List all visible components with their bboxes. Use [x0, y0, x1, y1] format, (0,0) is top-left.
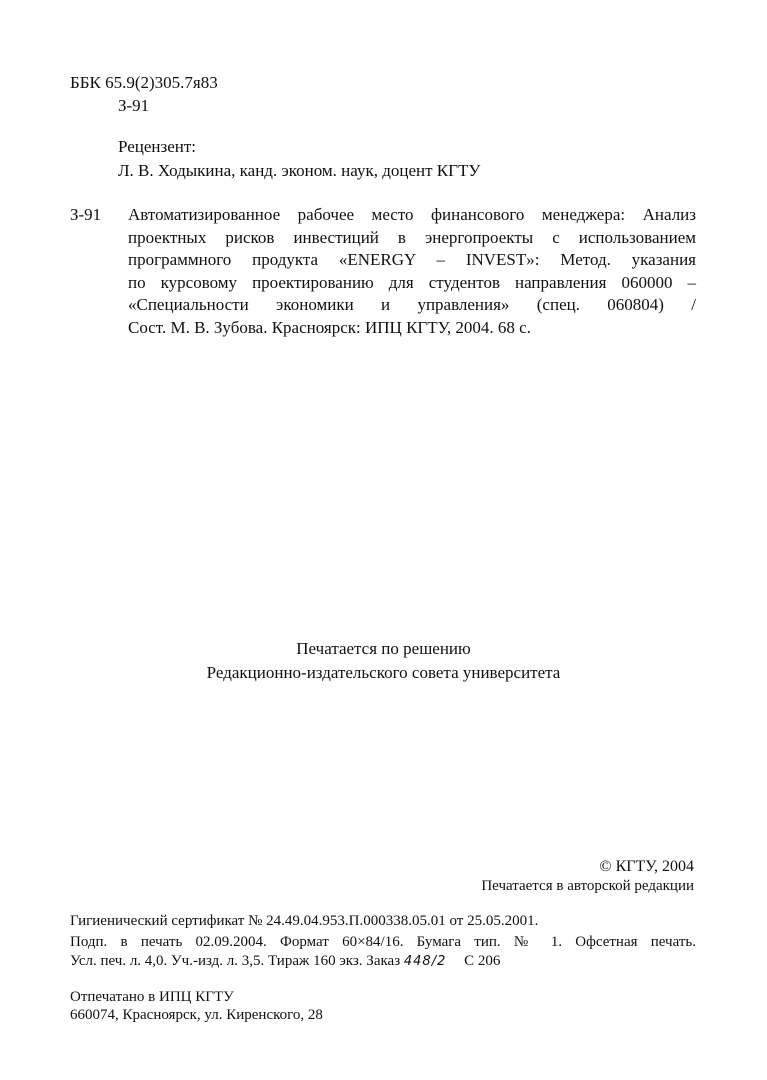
- print-details: Подп. в печать 02.09.2004. Формат 60×84/16. Бумага тип. № 1. Офсетная печать.: [70, 934, 696, 950]
- order-number-handwritten: 448/2: [403, 954, 447, 969]
- print-run-text: Усл. печ. л. 4,0. Уч.-изд. л. 3,5. Тираж 160 экз. Заказ: [70, 953, 401, 969]
- reviewer-name: Л. В. Ходыкина, канд. эконом. наук, доцент КГТУ: [118, 161, 481, 180]
- hygiene-certificate: Гигиенический сертификат № 24.49.04.953.П.000338.05.01 от 25.05.2001.: [70, 913, 539, 929]
- bbk-index: ББК 65.9(2)305.7я83: [70, 73, 218, 92]
- bibliographic-description: [128, 204, 696, 339]
- description-line: проектных рисков инвестиций в энергопроекты с использованием: [128, 227, 696, 247]
- edition-note: Печатается в авторской редакции: [481, 878, 694, 894]
- description-line: по курсовому проектированию для студентов направления 060000 –: [128, 272, 696, 292]
- entry-code: З-91: [70, 205, 102, 224]
- copyright-line: © КГТУ, 2004: [599, 858, 694, 875]
- approval-line-1: Печатается по решению: [296, 639, 471, 658]
- approval-line-2: Редакционно-издательского совета университета: [206, 663, 561, 682]
- author-sign: З-91: [118, 96, 150, 115]
- printer-name: Отпечатано в ИПЦ КГТУ: [70, 989, 234, 1005]
- reviewer-label: Рецензент:: [118, 137, 197, 156]
- print-run-line: [70, 950, 500, 973]
- printer-address: 660074, Красноярск, ул. Киренского, 28: [70, 1007, 323, 1023]
- description-line: «Специальности экономики и управления» (спец. 060804) /: [128, 295, 696, 314]
- print-code: С 206: [464, 953, 501, 969]
- description-line: Автоматизированное рабочее место финансового менеджера: Анализ: [128, 205, 696, 224]
- description-line: программного продукта «ENERGY – INVEST»: Метод. указания: [128, 250, 696, 269]
- description-line: Сост. М. В. Зубова. Красноярск: ИПЦ КГТУ, 2004. 68 с.: [128, 317, 531, 337]
